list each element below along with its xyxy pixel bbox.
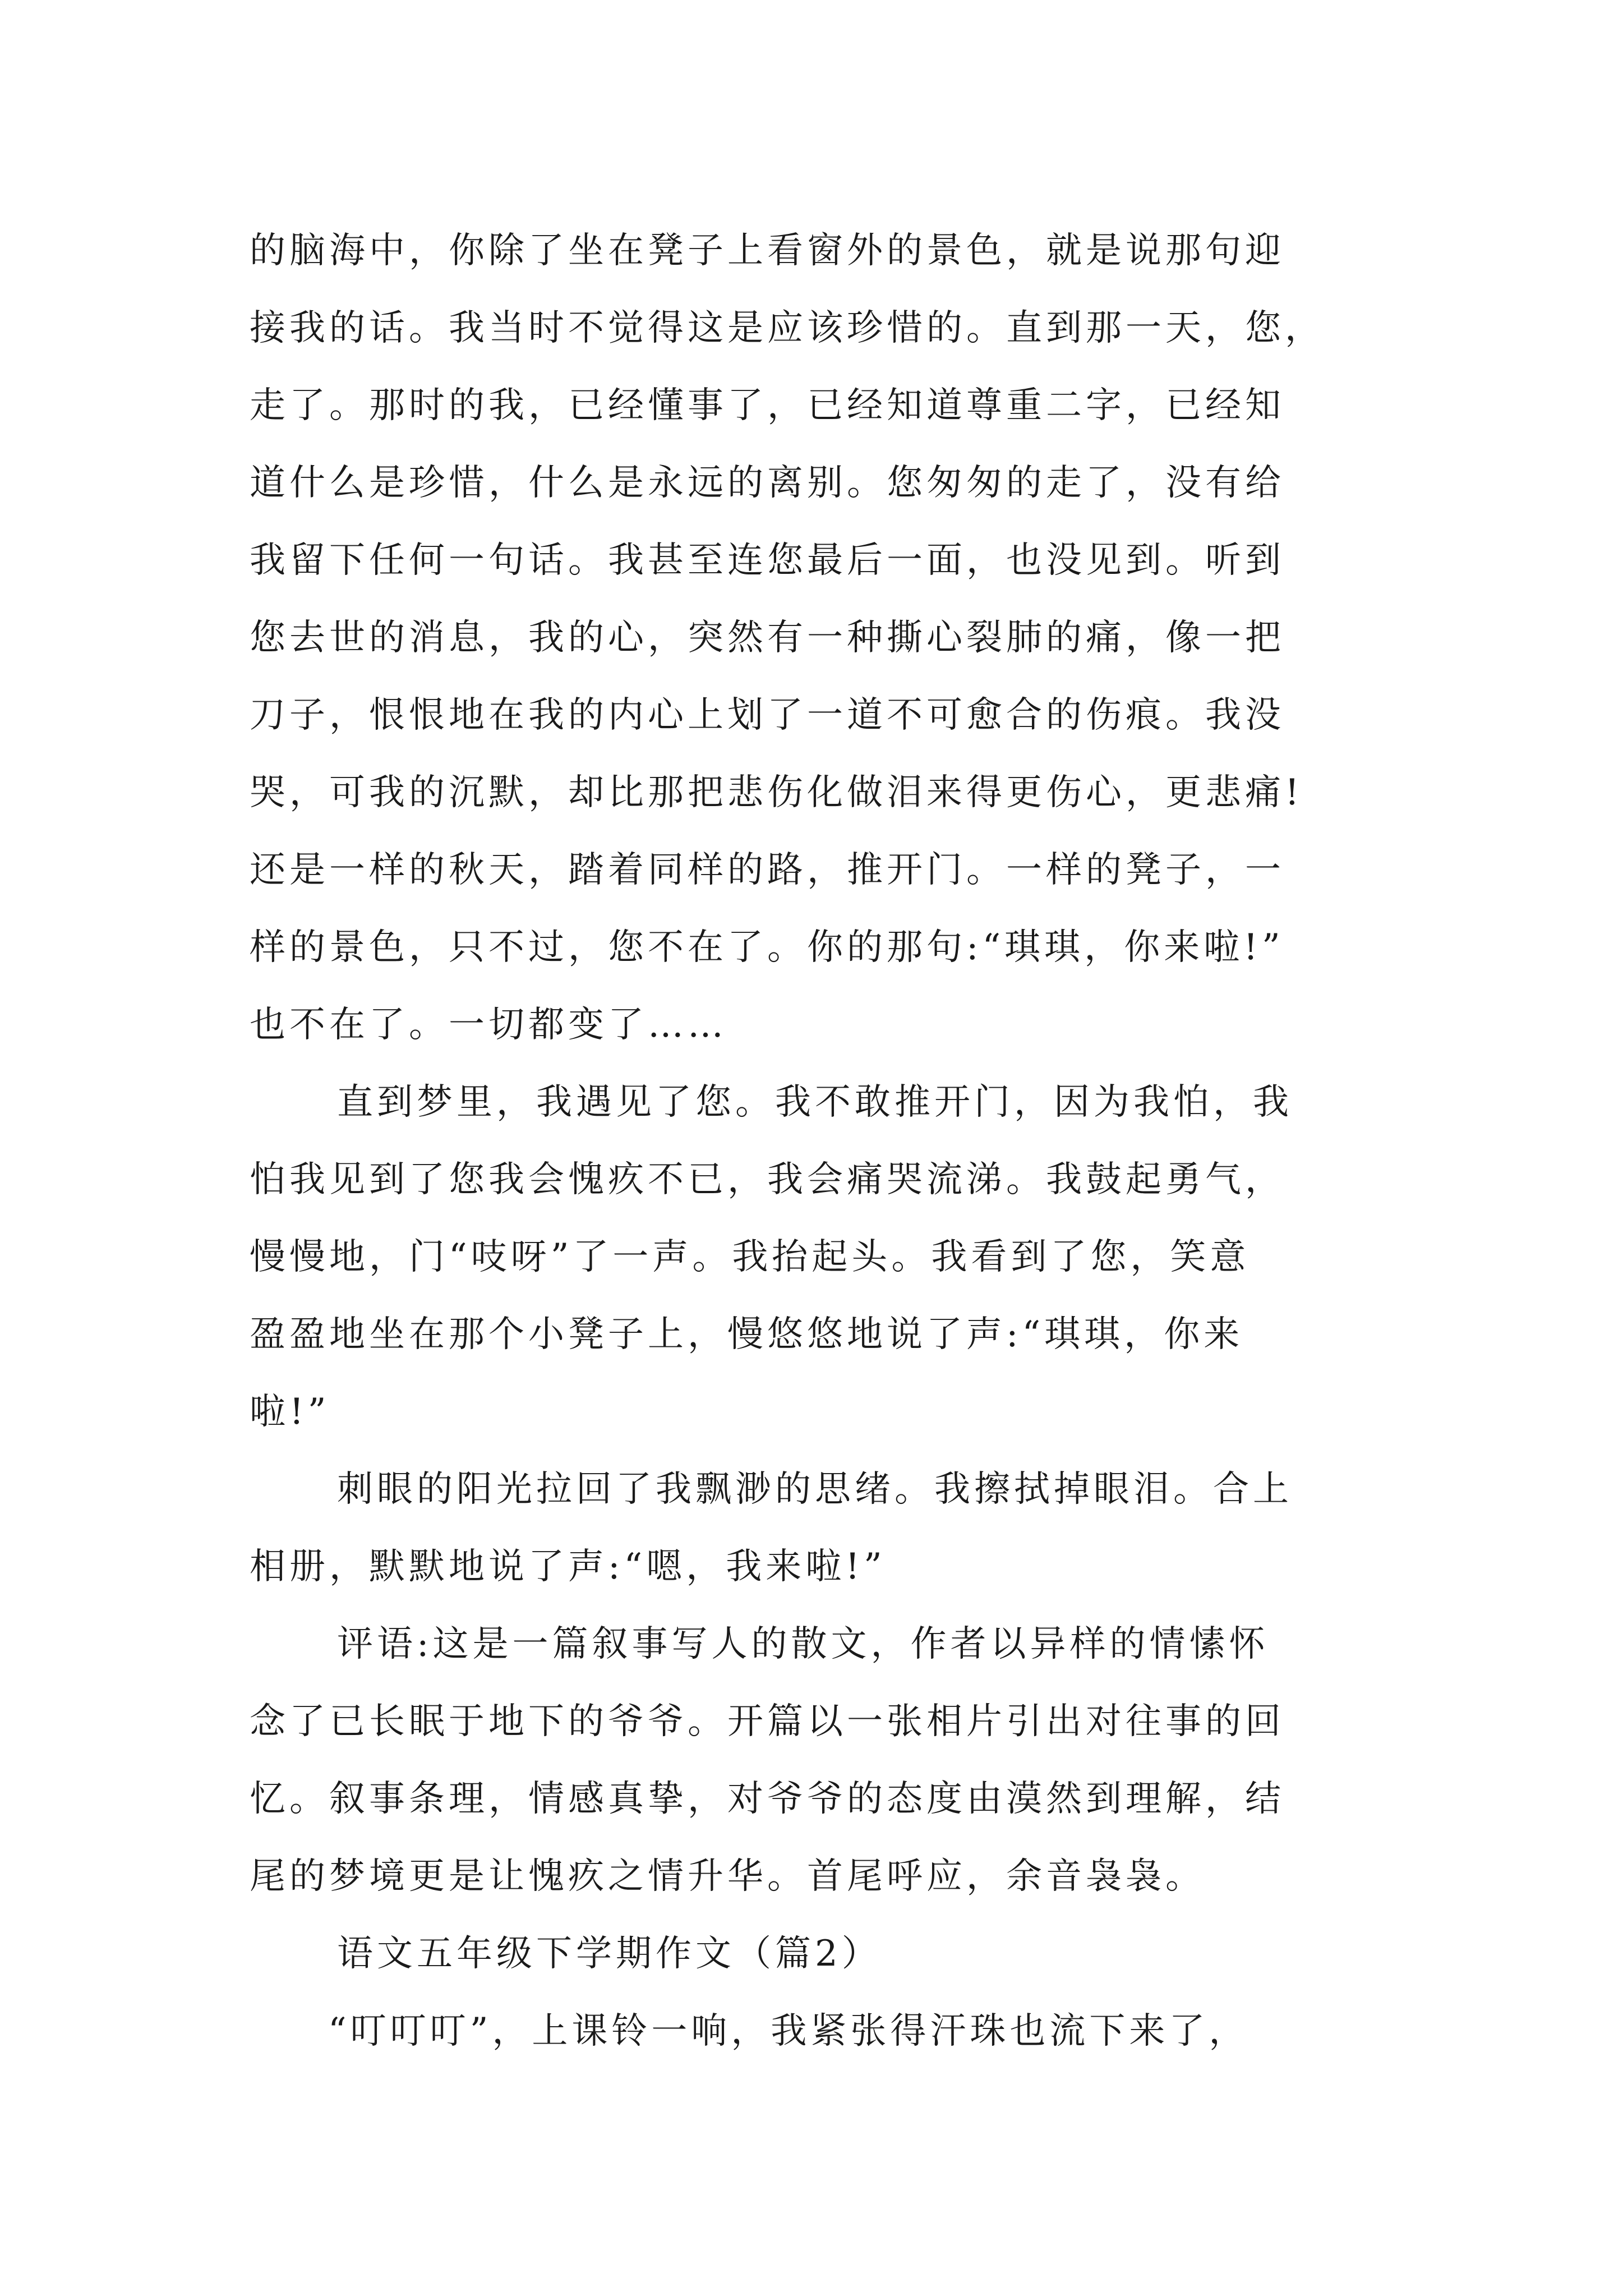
text-line: 相册，默默地说了声:“嗯，我来啦!” xyxy=(250,1546,886,1588)
comment-start-line: 评语:这是一篇叙事写人的散文，作者以异样的情愫怀 xyxy=(337,1623,1269,1665)
text-line: 也不在了。一切都变了…… xyxy=(250,1004,727,1046)
text-line: 刀子，恨恨地在我的内心上划了一道不可愈合的伤痕。我没 xyxy=(250,694,1285,736)
text-line: 还是一样的秋天，踏着同样的路，推开门。一样的凳子，一 xyxy=(250,849,1285,891)
text-line: 走了。那时的我，已经懂事了，已经知道尊重二字，已经知 xyxy=(250,385,1285,426)
text-line: 啦!” xyxy=(250,1391,330,1433)
text-line: 哭，可我的沉默，却比那把悲伤化做泪来得更伤心，更悲痛! xyxy=(250,772,1303,813)
text-line: 怕我见到了您我会愧疚不已，我会痛哭流涕。我鼓起勇气， xyxy=(250,1159,1285,1200)
text-line: 您去世的消息，我的心，突然有一种撕心裂肺的痛，像一把 xyxy=(250,617,1285,659)
text-line: 我留下任何一句话。我甚至连您最后一面，也没见到。听到 xyxy=(250,540,1285,581)
text-line: 忆。叙事条理，情感真挚，对爷爷的态度由漠然到理解，结 xyxy=(250,1778,1285,1820)
text-line: 接我的话。我当时不觉得这是应该珍惜的。直到那一天，您， xyxy=(250,307,1325,349)
text-line: 尾的梦境更是让愧疚之情升华。首尾呼应，余音袅袅。 xyxy=(250,1856,1205,1897)
essay-body xyxy=(250,212,1377,2070)
text-line: 的脑海中，你除了坐在凳子上看窗外的景色，就是说那句迎 xyxy=(250,230,1285,272)
text-line: 道什么是珍惜，什么是永远的离别。您匆匆的走了，没有给 xyxy=(250,462,1285,504)
text-line: 盈盈地坐在那个小凳子上，慢悠悠地说了声:“琪琪，你来 xyxy=(250,1314,1244,1355)
paragraph-start-line: 直到梦里，我遇见了您。我不敢推开门，因为我怕，我 xyxy=(337,1082,1293,1123)
text-line: 慢慢地，门“吱呀”了一声。我抬起头。我看到了您，笑意 xyxy=(250,1236,1250,1278)
section-heading: 语文五年级下学期作文（篇2） xyxy=(337,1933,882,1975)
text-line: 念了已长眠于地下的爷爷。开篇以一张相片引出对往事的回 xyxy=(250,1701,1285,1742)
text-line: 样的景色，只不过，您不在了。你的那句:“琪琪，你来啦!” xyxy=(250,927,1284,968)
paragraph-start-line: 刺眼的阳光拉回了我飘渺的思绪。我擦拭掉眼泪。合上 xyxy=(337,1469,1293,1510)
paragraph-start-line: “叮叮叮”，上课铃一响，我紧张得汗珠也流下来了， xyxy=(328,2010,1249,2052)
